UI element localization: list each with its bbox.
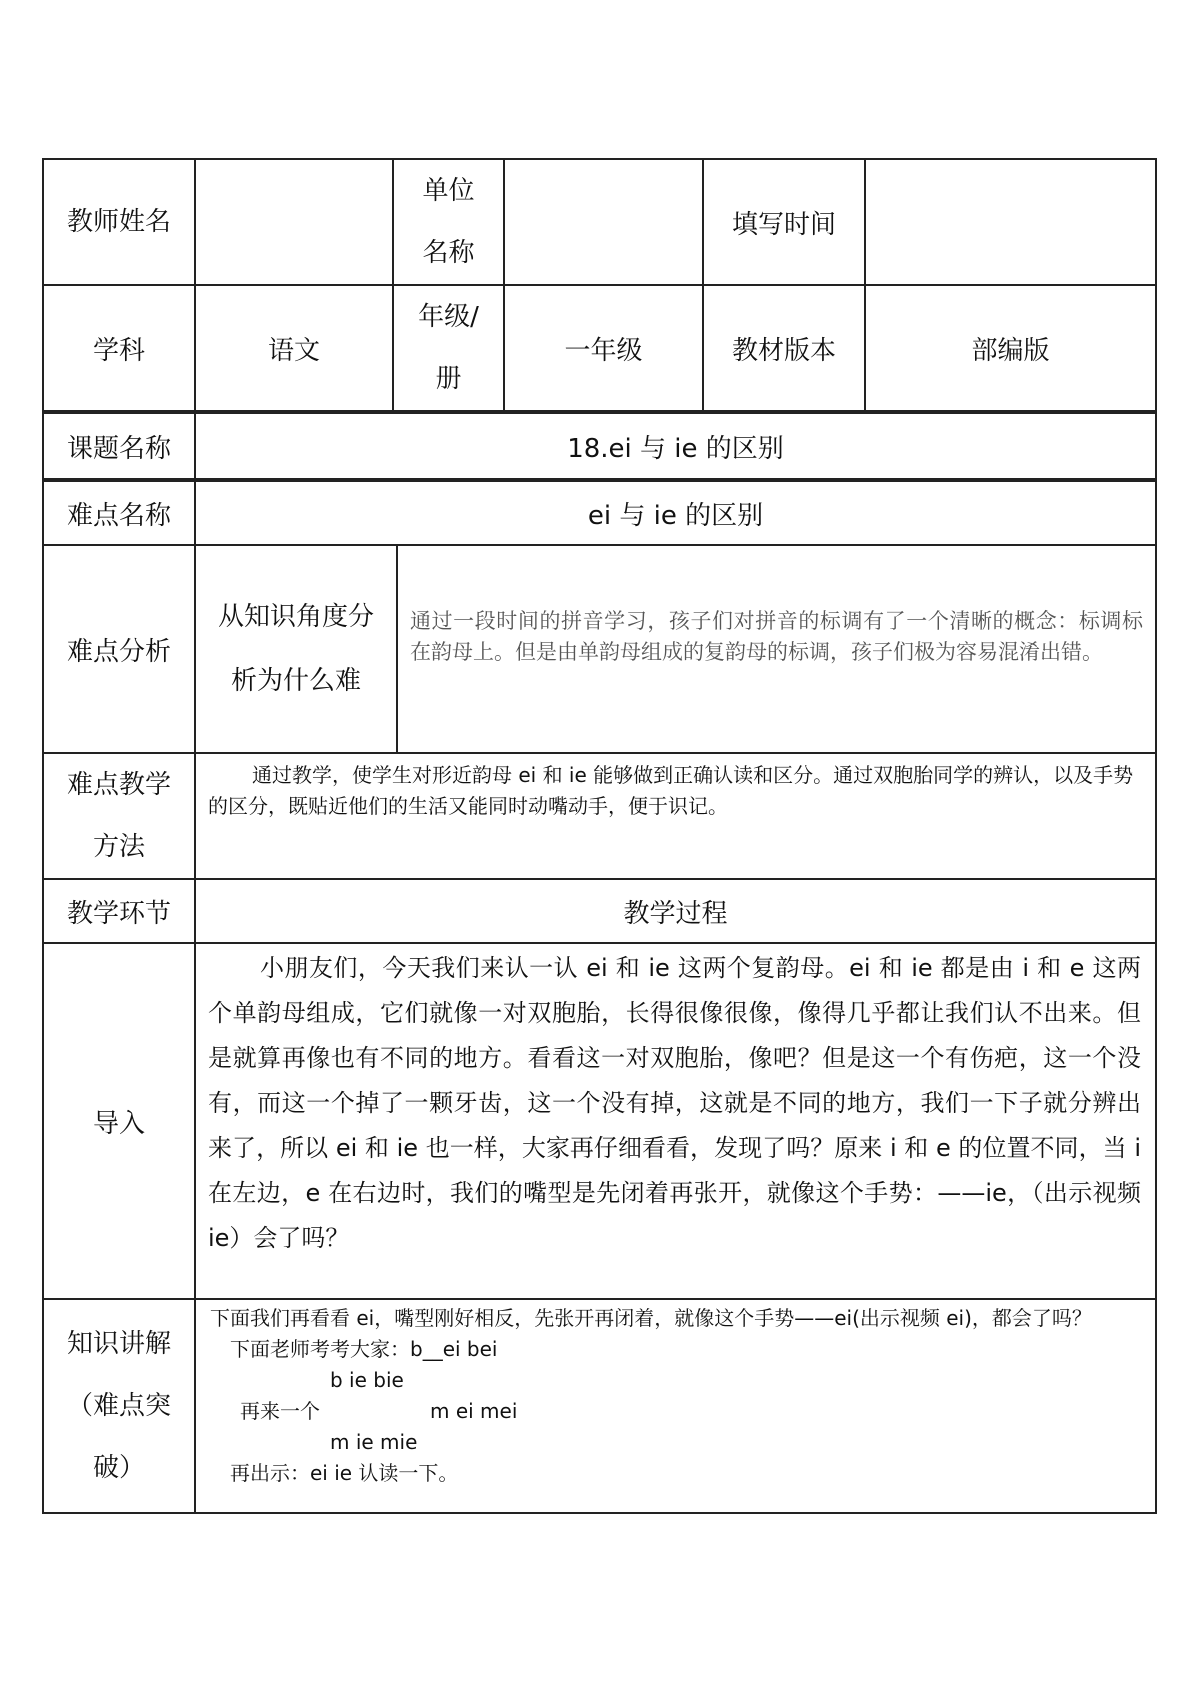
- edition-value: 部编版: [864, 284, 1157, 412]
- topic-value: 18.ei 与 ie 的区别: [194, 412, 1157, 480]
- analysis-label: 难点分析: [42, 544, 196, 754]
- knowledge-line-1: 下面我们再看看 ei，嘴型刚好相反，先张开再闭着，就像这个手势——ei(出示视频 ei)，都会了吗？: [210, 1306, 1092, 1330]
- method-text-cell: [194, 752, 1157, 880]
- analysis-text: 通过一段时间的拼音学习，孩子们对拼音的标调有了一个清晰的概念：标调标在韵母上。但是由单韵母组成的复韵母的标调，孩子们极为容易混淆出错。: [410, 609, 1143, 664]
- grade-value: 一年级: [503, 284, 704, 412]
- analysis-text-cell: [396, 544, 1157, 754]
- knowledge-line-3: b ie bie: [330, 1368, 404, 1392]
- teacher-name-label: 教师姓名: [42, 158, 196, 286]
- unit-name-label: 单位名称: [392, 158, 505, 286]
- edition-label: 教材版本: [702, 284, 866, 412]
- fill-time-value[interactable]: [864, 158, 1157, 286]
- process-header-value: 教学过程: [194, 878, 1157, 944]
- knowledge-text-cell: [194, 1298, 1157, 1514]
- intro-text-cell: [194, 942, 1157, 1300]
- knowledge-line-5: m ie mie: [330, 1430, 418, 1454]
- method-label: 难点教学方法: [42, 752, 196, 880]
- knowledge-label: 知识讲解（难点突破）: [42, 1298, 196, 1514]
- unit-name-value[interactable]: [503, 158, 704, 286]
- knowledge-line-4: [210, 1396, 1141, 1427]
- method-text: 通过教学，使学生对形近韵母 ei 和 ie 能够做到正确认读和区分。通过双胞胎同学的辨认，以及手势的区分，既贴近他们的生活又能同时动嘴动手，便于识记。: [208, 763, 1134, 818]
- subject-label: 学科: [42, 284, 196, 412]
- difficulty-value: ei 与 ie 的区别: [194, 480, 1157, 546]
- intro-label: 导入: [42, 942, 196, 1300]
- teacher-name-value[interactable]: [194, 158, 394, 286]
- analysis-sub-label: 从知识角度分析为什么难: [194, 544, 398, 754]
- knowledge-line-6: 再出示：ei ie 认读一下。: [230, 1461, 459, 1485]
- knowledge-line-4-prefix: 再来一个: [240, 1399, 320, 1423]
- difficulty-label: 难点名称: [42, 480, 196, 546]
- process-stage-label: 教学环节: [42, 878, 196, 944]
- subject-value: 语文: [194, 284, 394, 412]
- knowledge-line-2: 下面老师考考大家：b__ei bei: [230, 1337, 498, 1361]
- intro-text: 小朋友们，今天我们来认一认 ei 和 ie 这两个复韵母。ei 和 ie 都是由 i 和 e 这两个单韵母组成，它们就像一对双胞胎，长得很像很像，像得几乎都让我们认不出来。但是就算再像也有不同的地方。看看这一对双胞胎，像吧？但是这一个有伤疤，这一个没有，而这一个掉了一颗牙齿，这一个没有掉，这就是不同的地方，我们一下子就分辨出来了，所以 ei 和 ie 也一样，大家再仔细看看，发现了吗？原来 i 和 e 的位置不同，当 i 在左边，e 在右边时，我们的嘴型是先闭着再张开，就像这个手势：——ie，（出示视频 ie）会了吗？: [208, 954, 1141, 1252]
- knowledge-line-4-value: m ei mei: [430, 1399, 518, 1423]
- fill-time-label: 填写时间: [702, 158, 866, 286]
- grade-label: 年级/册: [392, 284, 505, 412]
- topic-label: 课题名称: [42, 412, 196, 480]
